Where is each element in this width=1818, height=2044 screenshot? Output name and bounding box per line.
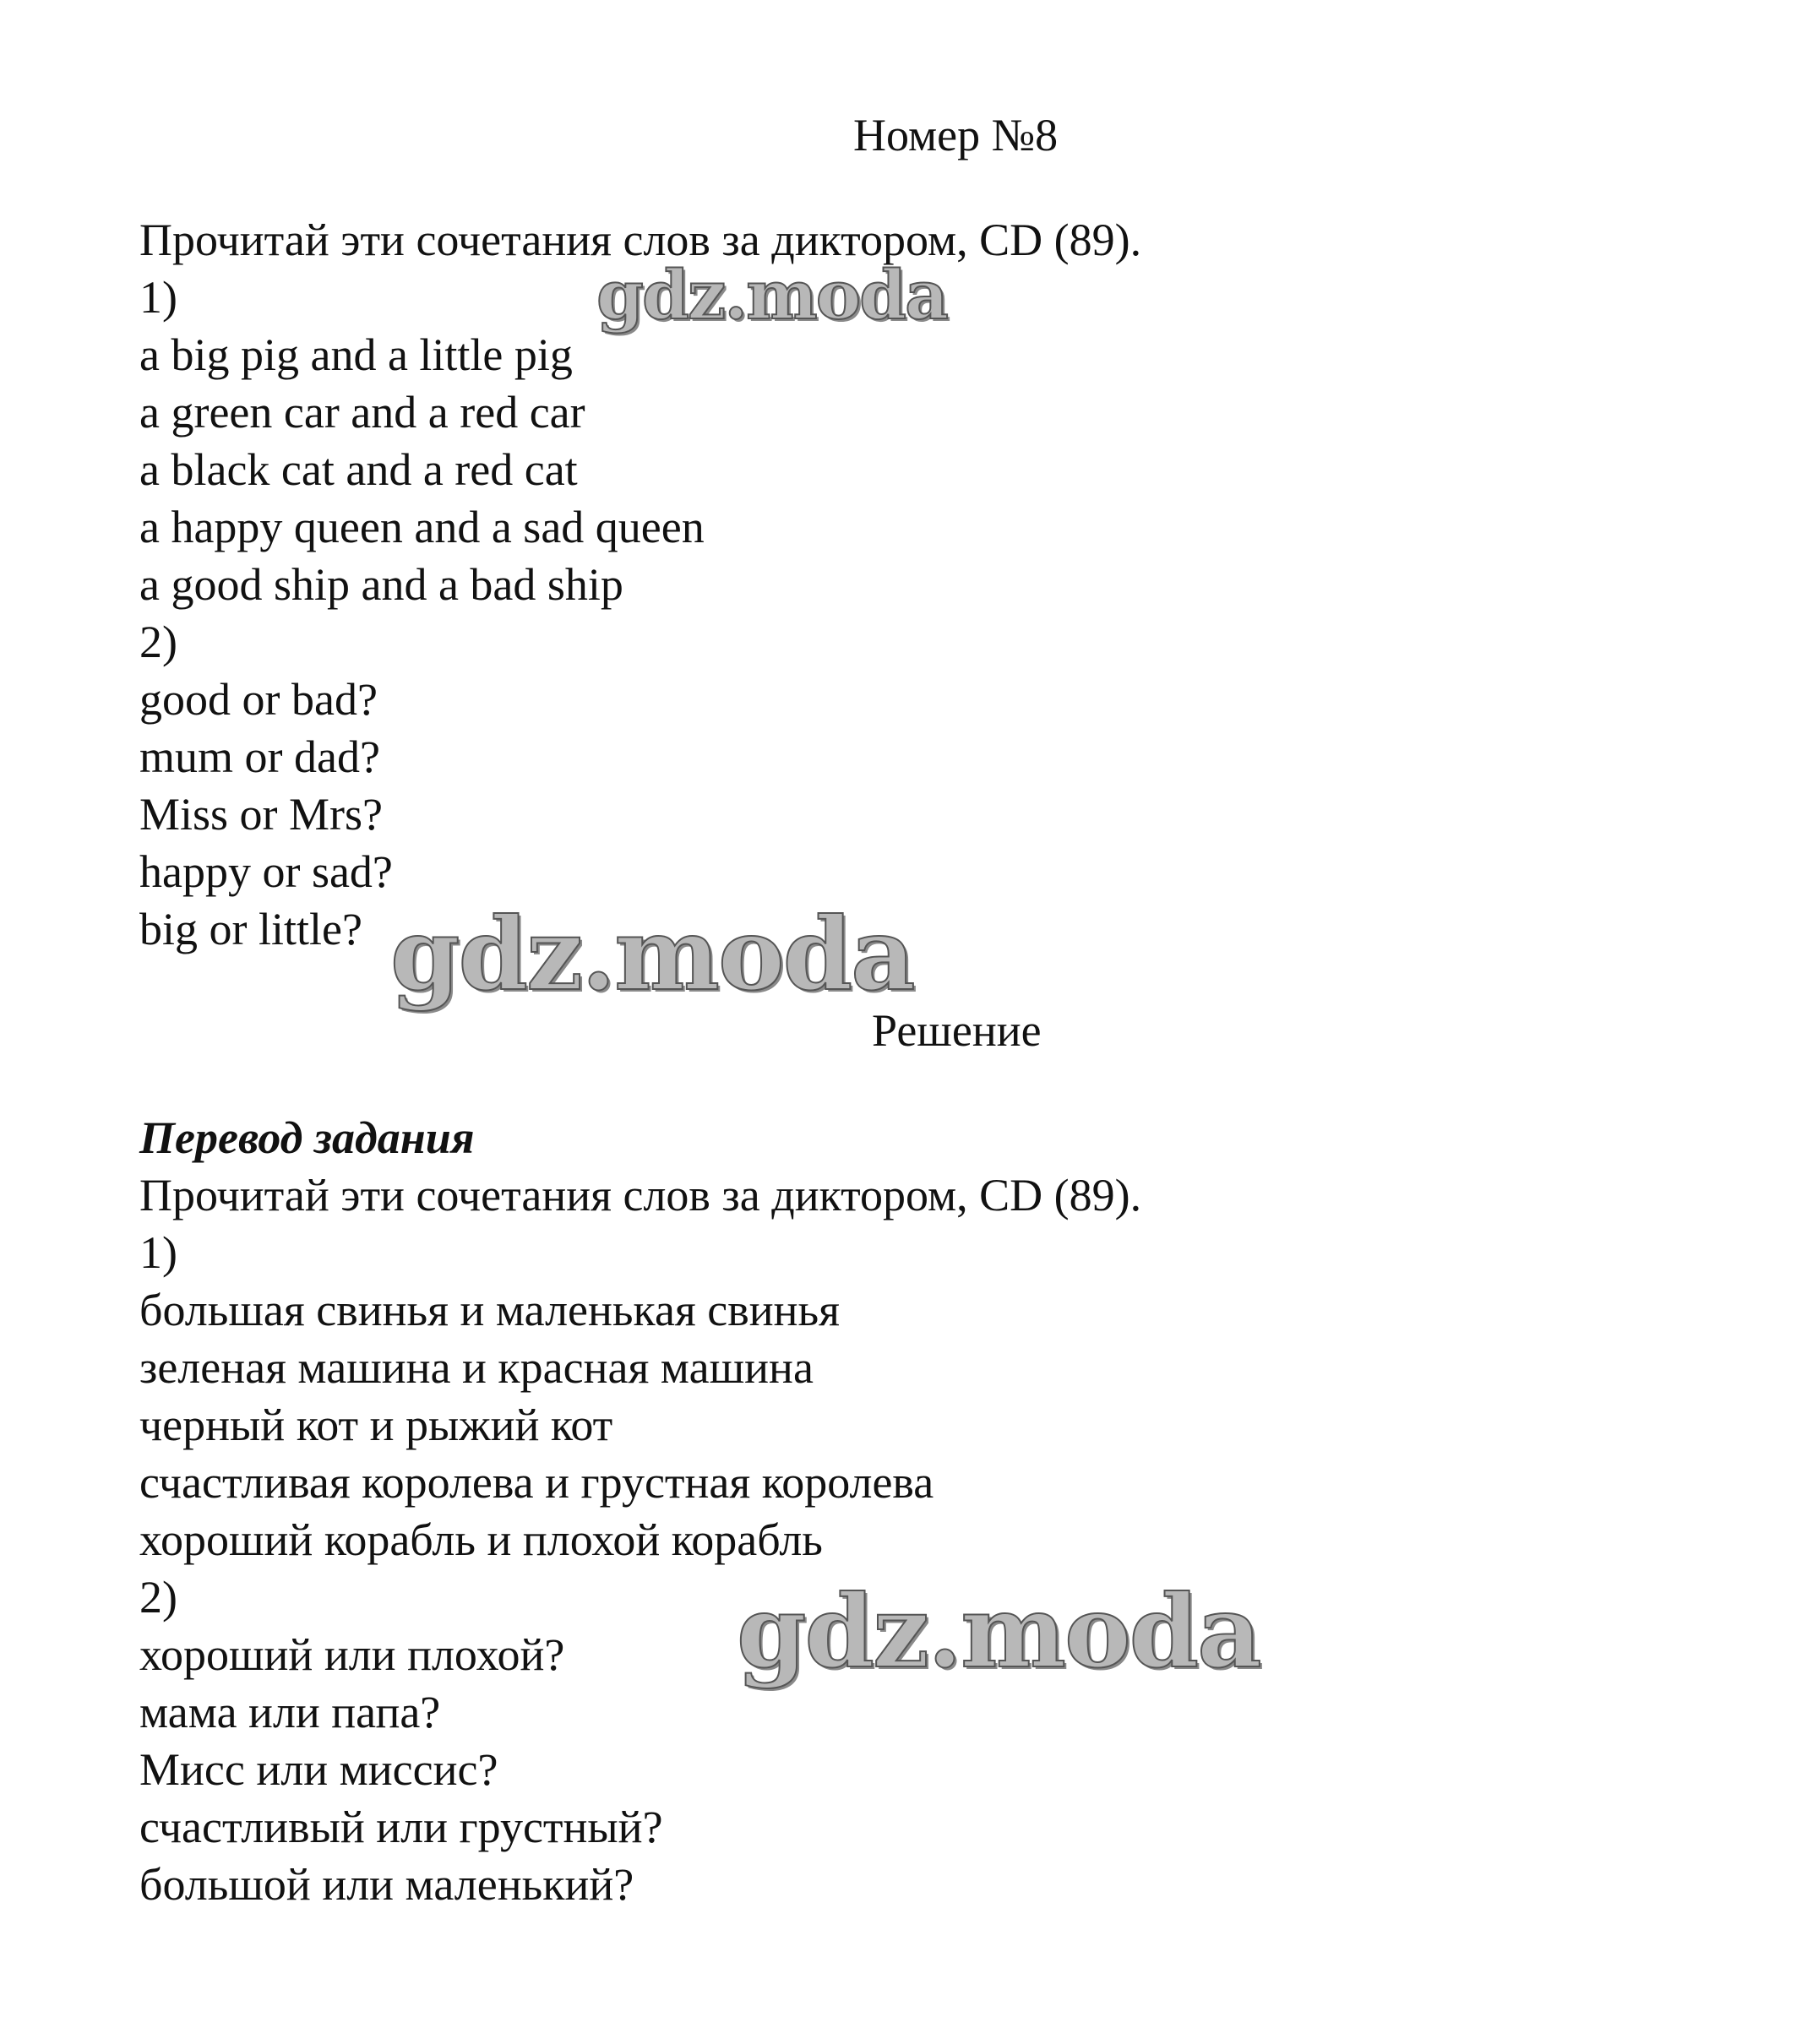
solution-heading: Решение (872, 1005, 1042, 1056)
watermark-logo: gdz.moda (390, 895, 914, 1013)
translation-part1-item: хороший корабль и плохой корабль (139, 1514, 823, 1565)
task-part2-label: 2) (139, 617, 177, 667)
translation-part1-item: зеленая машина и красная машина (139, 1342, 814, 1393)
translation-part2-item: мама или папа? (139, 1687, 441, 1737)
page-title: Номер №8 (853, 110, 1059, 160)
translation-heading: Перевод задания (139, 1112, 475, 1163)
task-part1-item: a big pig and a little pig (139, 329, 573, 380)
task-part1-item: a happy queen and a sad queen (139, 502, 705, 552)
translation-instruction: Прочитай эти сочетания слов за диктором, CD (89). (139, 1170, 1142, 1220)
watermark-logo: gdz.moda (737, 1573, 1260, 1690)
watermark-logo: gdz.moda (596, 255, 947, 334)
task-part2-item: mum or dad? (139, 731, 380, 782)
translation-part2-item: большой или маленький? (139, 1859, 634, 1910)
task-part2-item: good or bad? (139, 674, 378, 725)
task-part1-label: 1) (139, 272, 177, 323)
task-instruction: Прочитай эти сочетания слов за диктором, CD (89). (139, 215, 1142, 265)
task-part2-item: Miss or Mrs? (139, 789, 384, 840)
task-part1-item: a green car and a red car (139, 387, 585, 438)
translation-part2-item: счастливый или грустный? (139, 1802, 663, 1852)
translation-part1-item: черный кот и рыжий кот (139, 1400, 613, 1450)
task-part2-item: big or little? (139, 904, 362, 954)
translation-part1-label: 1) (139, 1227, 177, 1278)
task-part1-item: a black cat and a red cat (139, 444, 578, 495)
translation-part2-item: Мисс или миссис? (139, 1744, 498, 1795)
translation-part2-label: 2) (139, 1572, 177, 1623)
translation-part1-item: счастливая королева и грустная королева (139, 1457, 934, 1508)
translation-part2-item: хороший или плохой? (139, 1629, 565, 1680)
translation-part1-item: большая свинья и маленькая свинья (139, 1285, 840, 1335)
task-part2-item: happy or sad? (139, 846, 393, 897)
task-part1-item: a good ship and a bad ship (139, 559, 623, 610)
